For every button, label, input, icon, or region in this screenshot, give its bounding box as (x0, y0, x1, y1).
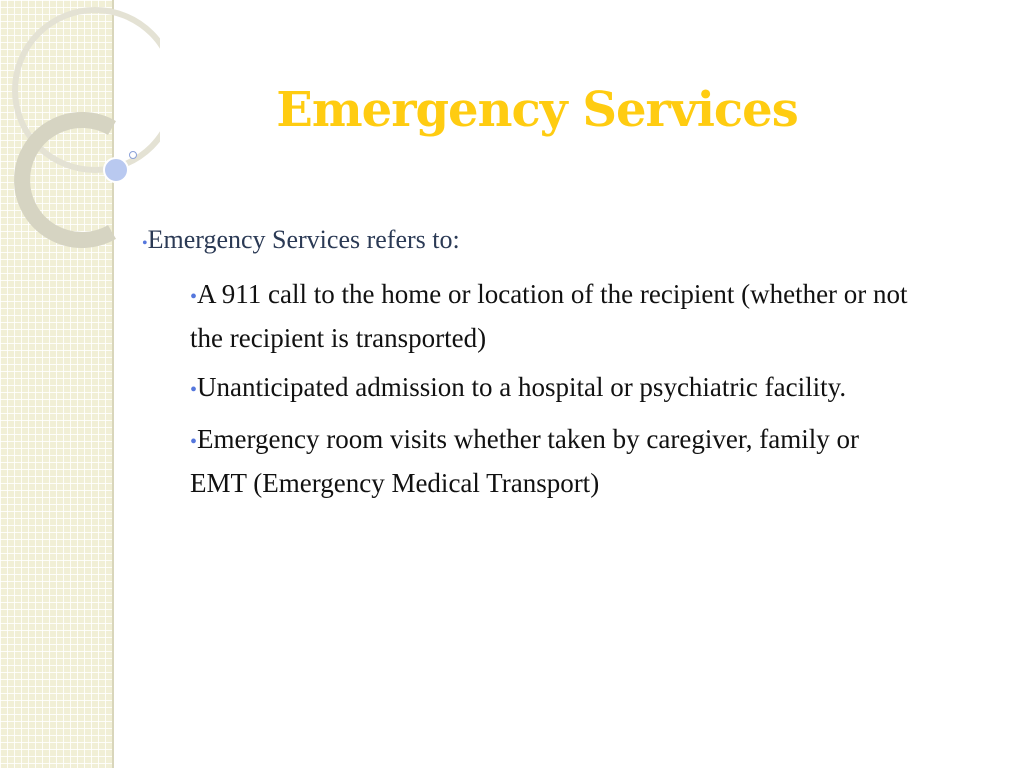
bullet-level-2 (190, 419, 962, 504)
bullet-dot-icon: • (142, 235, 148, 252)
bullet-level-1 (142, 222, 962, 262)
blue-dot-large (104, 158, 128, 182)
bullet-dot-icon: • (190, 431, 198, 453)
bullet-text: Emergency room visits whether taken by caregiver, family or EMT (Emergency Medical Transport) (190, 424, 859, 498)
decorative-circles (0, 0, 160, 260)
bullet-text: A 911 call to the home or location of the recipient (whether or not the recipient is transported) (190, 279, 908, 353)
blue-dot-small (130, 152, 137, 159)
arc-ring (22, 120, 112, 240)
bullet-level-2 (190, 367, 962, 411)
bullet-level-2 (190, 274, 962, 359)
bullet-dot-icon: • (190, 286, 198, 308)
bullet-dot-icon: • (190, 379, 198, 401)
slide-body (142, 222, 962, 512)
bullet-text: Unanticipated admission to a hospital or psychiatric facility. (197, 372, 847, 402)
bullet-text: Emergency Services refers to: (147, 225, 460, 254)
slide-title: Emergency Services (276, 82, 798, 138)
